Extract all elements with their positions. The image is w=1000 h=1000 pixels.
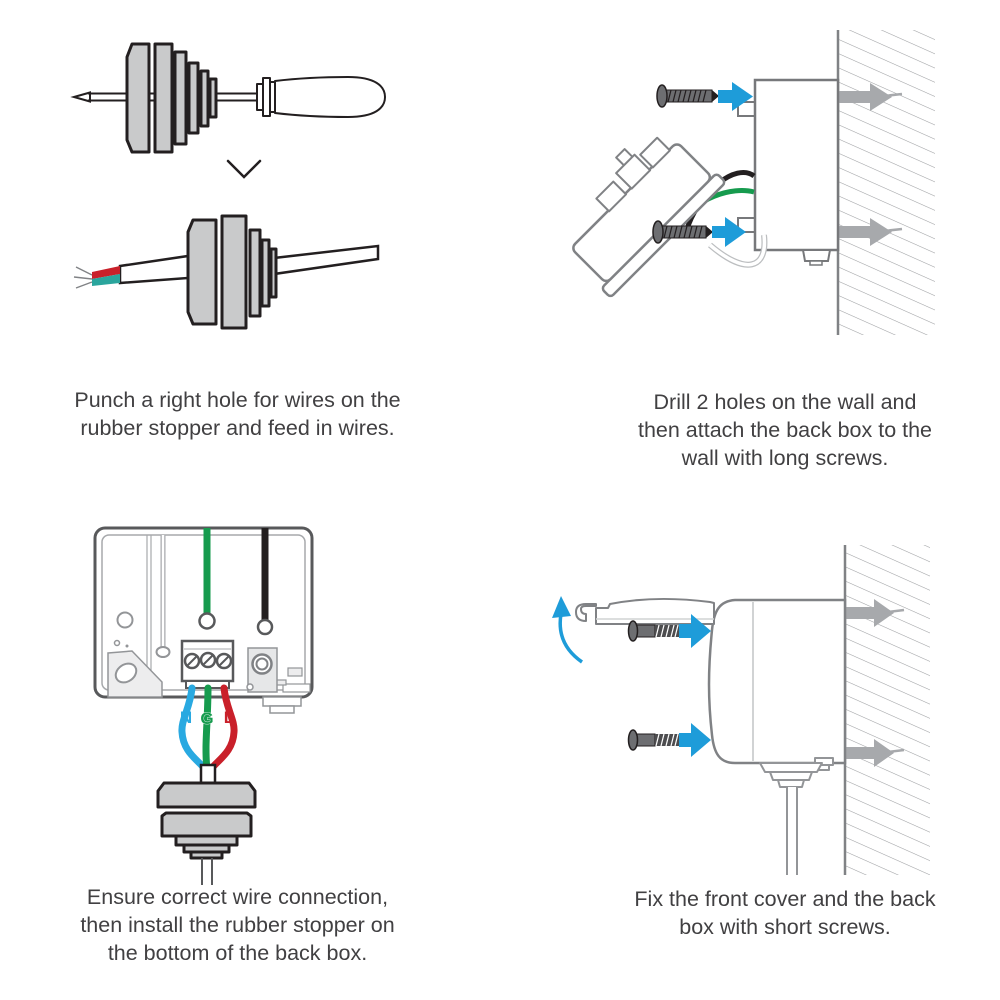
long-screw-top xyxy=(657,85,719,107)
wire-live-red xyxy=(212,688,234,768)
caption-punch-stopper xyxy=(30,386,445,442)
bottom-connector xyxy=(263,697,301,706)
arrow-blue-bottom xyxy=(679,723,711,757)
rubber-stopper-with-cable xyxy=(188,216,276,328)
wire-ground-green xyxy=(206,688,208,768)
caption-fix-front-cover xyxy=(578,885,992,941)
caption-line: the bottom of the back box. xyxy=(107,941,368,965)
rubber-stopper-vertical xyxy=(158,783,255,858)
wire-neutral-blue xyxy=(179,688,204,768)
wall-hatched xyxy=(845,545,930,875)
illustration-punch-stopper xyxy=(40,20,460,380)
caption-wire-connection xyxy=(30,883,445,967)
device-body xyxy=(709,600,845,763)
terminal-block xyxy=(182,641,233,688)
cable-jacket xyxy=(201,765,215,784)
wall-hatched xyxy=(838,30,935,335)
screwdriver-handle xyxy=(257,77,385,117)
caption-line: Drill 2 holes on the wall and xyxy=(653,390,917,414)
label-terminal-n: N xyxy=(179,708,193,727)
illustration-fix-front-cover xyxy=(530,540,1000,885)
caption-line: box with short screws. xyxy=(679,915,891,939)
caption-line: Punch a right hole for wires on the xyxy=(74,388,401,412)
rubber-stopper-icon xyxy=(127,44,216,152)
illustration-wire-connection xyxy=(40,510,460,890)
short-screw-bottom xyxy=(629,730,680,750)
caption-line: then attach the back box to the xyxy=(637,418,933,442)
label-terminal-g: G xyxy=(200,709,214,728)
cable-below xyxy=(787,787,797,875)
caption-line: rubber stopper and feed in wires. xyxy=(80,416,395,440)
down-chevron-icon xyxy=(228,161,260,177)
cover-hook xyxy=(576,604,596,621)
caption-line: Ensure correct wire connection, xyxy=(86,885,389,909)
illustration-attach-back-box xyxy=(540,20,1000,380)
caption-attach-back-box xyxy=(578,388,992,472)
cable-gland xyxy=(760,758,833,787)
label-terminal-l: L xyxy=(223,708,235,727)
caption-line: Fix the front cover and the back xyxy=(634,887,936,911)
caption-line: wall with long screws. xyxy=(681,446,889,470)
front-unit-tilted xyxy=(543,115,725,297)
cable-below xyxy=(202,858,212,885)
caption-line: then install the rubber stopper on xyxy=(80,913,395,937)
screw-boss xyxy=(247,648,277,692)
